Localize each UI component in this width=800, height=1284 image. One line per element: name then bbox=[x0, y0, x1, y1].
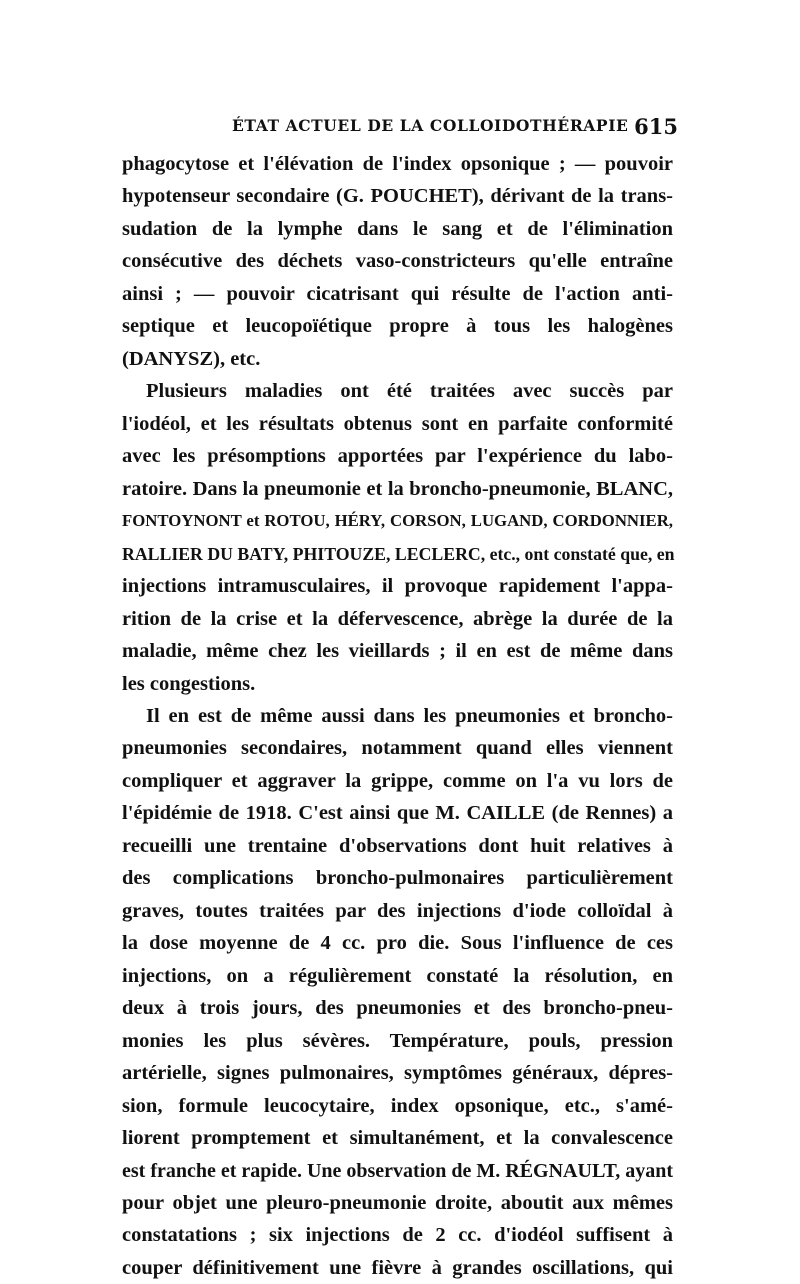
text-line: recueilli une trentaine d'observations dont huit relatives à bbox=[122, 834, 673, 857]
text-line: septique et leucopoïétique propre à tous les halogènes bbox=[122, 315, 673, 338]
text-line: (DANYSZ), etc. bbox=[122, 347, 261, 370]
text-line: consécutive des déchets vaso-constricteurs qu'elle entraîne bbox=[122, 250, 673, 273]
body-text bbox=[122, 148, 673, 1284]
text-line: hypotenseur secondaire (G. POUCHET), dérivant de la trans- bbox=[122, 185, 673, 208]
text-line: monies les plus sévères. Température, pouls, pression bbox=[122, 1029, 673, 1052]
text-line: deux à trois jours, des pneumonies et des broncho-pneu- bbox=[122, 997, 673, 1020]
text-line: injections intramusculaires, il provoque rapidement l'appa- bbox=[122, 575, 673, 598]
text-line: avec les présomptions apportées par l'expérience du labo- bbox=[122, 445, 673, 468]
text-line: Plusieurs maladies ont été traitées avec succès par bbox=[146, 380, 673, 403]
text-line: maladie, même chez les vieillards ; il en est de même dans bbox=[122, 640, 673, 663]
text-line: Il en est de même aussi dans les pneumonies et broncho- bbox=[146, 704, 673, 727]
text-line: ratoire. Dans la pneumonie et la broncho-pneumonie, BLANC, bbox=[122, 477, 673, 500]
text-line: compliquer et aggraver la grippe, comme on l'a vu lors de bbox=[122, 769, 673, 792]
text-line: les congestions. bbox=[122, 672, 256, 695]
running-title: ÉTAT ACTUEL DE LA COLLOIDOTHÉRAPIE bbox=[232, 116, 629, 135]
text-line: ainsi ; — pouvoir cicatrisant qui résulte de l'action anti- bbox=[122, 282, 673, 305]
text-line: rition de la crise et la défervescence, abrège la durée de la bbox=[122, 607, 673, 630]
text-line: la dose moyenne de 4 cc. pro die. Sous l'influence de ces bbox=[122, 932, 673, 955]
text-line: des complications broncho-pulmonaires particulièrement bbox=[122, 867, 673, 890]
page-number: 615 bbox=[634, 114, 678, 139]
text-line: est franche et rapide. Une observation de M. RÉGNAULT, ayant bbox=[122, 1159, 674, 1182]
text-line: injections, on a régulièrement constaté la résolution, en bbox=[122, 964, 673, 987]
text-line: l'iodéol, et les résultats obtenus sont en parfaite conformité bbox=[122, 412, 673, 435]
text-line: pneumonies secondaires, notamment quand elles viennent bbox=[122, 737, 673, 760]
text-line: pour objet une pleuro-pneumonie droite, aboutit aux mêmes bbox=[122, 1192, 673, 1214]
text-line: artérielle, signes pulmonaires, symptômes généraux, dépres- bbox=[122, 1062, 673, 1085]
text-line: sion, formule leucocytaire, index opsonique, etc., s'amé- bbox=[122, 1094, 673, 1117]
text-line: liorent promptement et simultanément, et la convalescence bbox=[122, 1127, 673, 1150]
text-line: phagocytose et l'élévation de l'index opsonique ; — pouvoir bbox=[122, 153, 673, 175]
text-line: l'épidémie de 1918. C'est ainsi que M. CAILLE (de Rennes) a bbox=[122, 802, 673, 825]
text-line: graves, toutes traitées par des injections d'iode colloïdal à bbox=[122, 899, 673, 922]
text-line: couper définitivement une fièvre à grandes oscillations, qui bbox=[122, 1256, 673, 1279]
text-line: sudation de la lymphe dans le sang et de l'élimination bbox=[122, 217, 673, 240]
text-line: FONTOYNONT et ROTOU, HÉRY, CORSON, LUGAND, CORDONNIER, bbox=[122, 511, 673, 531]
text-line: RALLIER DU BATY, PHITOUZE, LECLERC, etc., ont constaté que, en bbox=[122, 543, 675, 564]
text-line: constatations ; six injections de 2 cc. d'iodéol suffisent à bbox=[122, 1224, 673, 1247]
running-head bbox=[122, 112, 678, 144]
